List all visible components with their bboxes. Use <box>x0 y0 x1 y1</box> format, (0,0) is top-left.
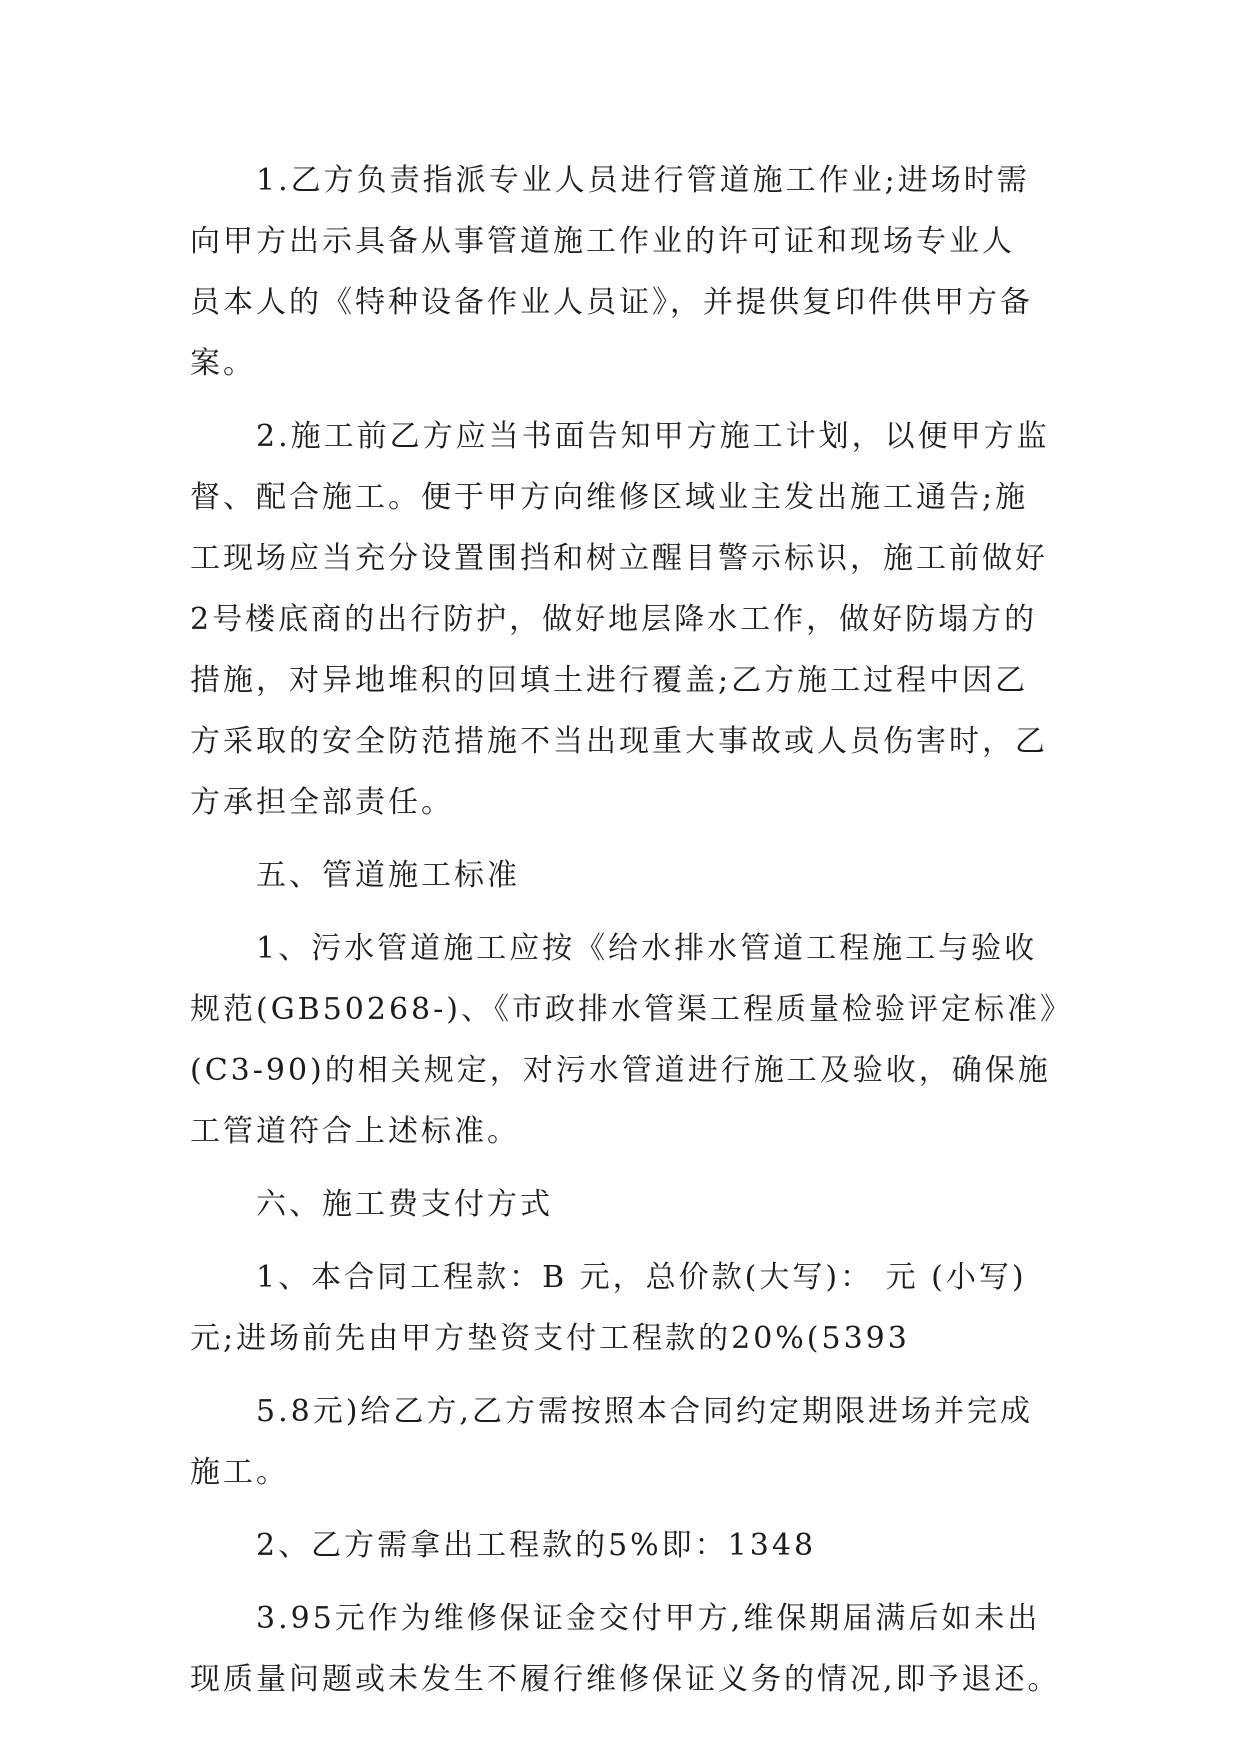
section-heading-5 <box>190 845 1052 906</box>
section-heading-6 <box>190 1174 1052 1235</box>
text-line: 1.乙方负责指派专业人员进行管道施工作业;进场时需 <box>256 163 1030 198</box>
text-line: 3.95元作为维修保证金交付甲方,维保期届满后如未出 <box>256 1601 1041 1636</box>
paragraph-4 <box>190 1247 1052 1369</box>
text-line: (C3-90)的相关规定，对污水管道进行施工及验收，确保施 <box>190 1053 1051 1088</box>
paragraph-6 <box>190 1515 1052 1576</box>
paragraph-5 <box>190 1381 1052 1503</box>
text-line: 2、乙方需拿出工程款的5%即：1348 <box>256 1528 817 1563</box>
text-line: 督、配合施工。便于甲方向维修区域业主发出施工通告;施 <box>190 480 1029 515</box>
text-line: 1、本合同工程款：B 元，总价款(大写)： 元 (小写) <box>256 1260 1027 1295</box>
text-line: 5.8元)给乙方,乙方需按照本合同约定期限进场并完成 <box>256 1394 1033 1429</box>
section-heading: 五、管道施工标准 <box>256 858 520 893</box>
text-line: 措施，对异地堆积的回填土进行覆盖;乙方施工过程中因乙 <box>190 663 1029 698</box>
text-line: 元;进场前先由甲方垫资支付工程款的20%(5393 <box>190 1321 910 1356</box>
text-line: 向甲方出示具备从事管道施工作业的许可证和现场专业人 <box>190 224 1015 259</box>
document-body <box>190 150 1073 1710</box>
text-line: 现质量问题或未发生不履行维修保证义务的情况,即予退还。 <box>190 1662 1061 1697</box>
text-line: 案。 <box>190 346 256 381</box>
paragraph-7 <box>190 1588 1061 1710</box>
text-line: 规范(GB50268-)、《市政排水管渠工程质量检验评定标准》 <box>190 992 1073 1027</box>
paragraph-2 <box>190 406 1052 833</box>
section-heading: 六、施工费支付方式 <box>256 1187 553 1222</box>
text-line: 施工。 <box>190 1455 289 1490</box>
paragraph-3 <box>190 918 1073 1162</box>
text-line: 方承担全部责任。 <box>190 785 454 820</box>
text-line: 员本人的《特种设备作业人员证》，并提供复印件供甲方备 <box>190 285 1033 320</box>
text-line: 工现场应当充分设置围挡和树立醒目警示标识，施工前做好 <box>190 541 1048 576</box>
text-line: 方采取的安全防范措施不当出现重大事故或人员伤害时，乙 <box>190 724 1048 759</box>
text-line: 2号楼底商的出行防护，做好地层降水工作，做好防塌方的 <box>190 602 1038 637</box>
text-line: 2.施工前乙方应当书面告知甲方施工计划，以便甲方监 <box>256 419 1050 454</box>
paragraph-1 <box>190 150 1052 394</box>
text-line: 工管道符合上述标准。 <box>190 1114 520 1149</box>
text-line: 1、污水管道施工应按《给水排水管道工程施工与验收 <box>256 931 1038 966</box>
